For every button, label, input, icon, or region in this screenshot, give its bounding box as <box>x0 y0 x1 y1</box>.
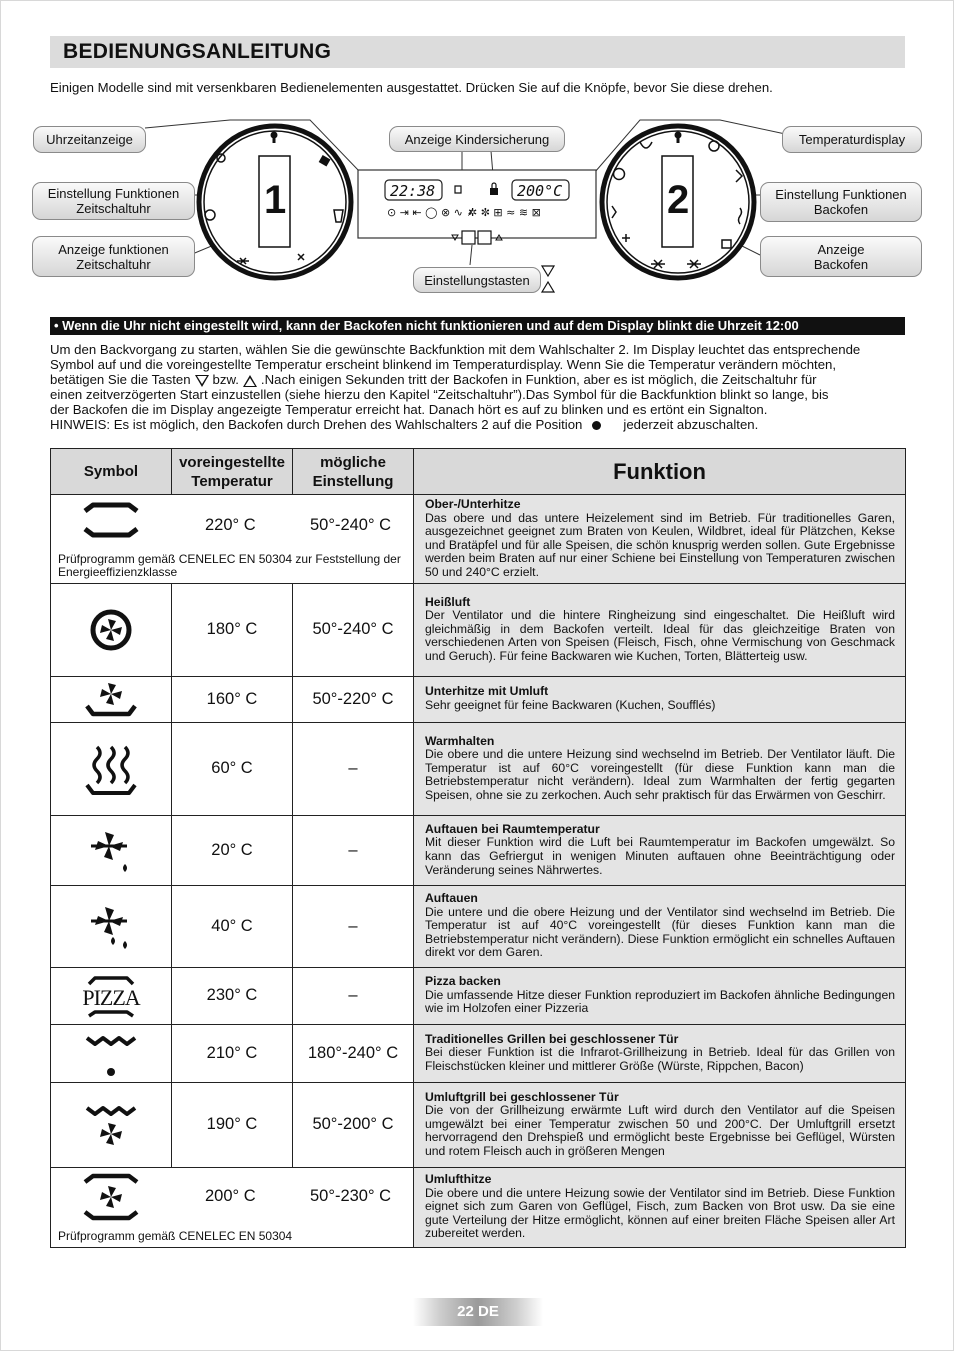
temperature-range: – <box>293 885 414 967</box>
function-title: Ober-/Unterhitze <box>425 497 521 511</box>
function-title: Umluftgrill bei geschlossener Tür <box>425 1089 619 1104</box>
temperature-range: – <box>293 722 414 815</box>
function-cell <box>414 722 906 815</box>
function-description: Bei dieser Funktion ist die Infrarot-Grillheizung in Betrieb. Ideal für das Grillen von Fleischstücken kleiner und mittlerer Größe (Würste, Rippchen, Bacon) <box>425 1045 895 1073</box>
paragraph-line: einen zeitverzögerten Start einzustellen (siehe hierzu den Kapitel “Zeitschaltuhr”).Das Symbol für die Backfunktion blinkt so lange, bis <box>50 387 829 403</box>
up-triangle-icon <box>243 375 257 387</box>
table-row <box>51 1082 906 1167</box>
symbol-cell <box>51 1167 414 1247</box>
keep-warm-icon <box>83 741 139 797</box>
preset-temperature: 210° C <box>172 1024 293 1082</box>
defrost-room-temp-icon <box>87 824 135 876</box>
function-description: Die untere und die obere Heizung und der Ventilator sind wechselnd im Betrieb. Die Temperatur ist auf 40°C voreingestellt (für dieses Funktion kann man die Betriebstemperatur nicht verändern). Diese Funktion ermöglicht ein schnelles Auftauen direkt vor dem Garen. <box>425 904 895 960</box>
header-function: Funktion <box>414 449 906 495</box>
instructions-paragraph <box>50 342 905 433</box>
display-icon-row-left: ⊙ ⇥ ⇤ ◯ ⊗ ∿ ⸙ <box>387 206 475 219</box>
function-title: Pizza backen <box>425 974 501 989</box>
defrost-icon <box>87 899 135 953</box>
test-program-note: Prüfprogramm gemäß CENELEC EN 50304 zur Feststellung der Energieeffizienzklasse <box>58 551 401 579</box>
header-range: mögliche Einstellung <box>293 449 414 495</box>
symbol-cell <box>51 676 172 722</box>
table-row <box>51 583 906 676</box>
header-symbol: Symbol <box>51 449 172 495</box>
table-row <box>51 885 906 967</box>
function-description: Die umfassende Hitze dieser Funktion reproduziert im Backofen ähnliche Bedingungen wie im Holzofen einer Pizzeria <box>425 987 895 1016</box>
label-einstellung-zeitschaltuhr: Einstellung Funktionen Zeitschaltuhr <box>32 182 195 220</box>
symbol-cell <box>51 815 172 885</box>
preset-temperature: 220° C <box>205 516 256 534</box>
function-cell <box>414 1024 906 1082</box>
symbol-cell <box>51 495 414 584</box>
function-description: Der Ventilator und die hintere Ringheizung sind eingeschaltet. Die Heißluft wird gleichmäßig in dem Backofen verteilt. Ideal für das gleichzeitige Braten von verschiedenen Arten von Speisen (Fleisch, Fisch, ohne Vermischung von Geschmack und Geruch). Für feine Backwaren wie Kuchen, Torten, Blätterteig usw. <box>425 608 895 663</box>
table-row <box>51 495 906 584</box>
page-number-badge <box>413 1298 543 1326</box>
paragraph-line: HINWEIS: Es ist möglich, den Backofen durch Drehen des Wahlschalters 2 auf die Position jederzeit abzuschalten. <box>50 417 759 433</box>
label-anzeige-backofen: Anzeige Backofen <box>760 236 922 277</box>
label-anzeige-kindersicherung: Anzeige Kindersicherung <box>389 126 565 152</box>
function-title: Unterhitze mit Umluft <box>425 684 549 699</box>
function-title: Traditionelles Grillen bei geschlossener Tür <box>425 1031 679 1046</box>
paragraph-line: Symbol auf und die voreingestellte Temperatur erscheint blinkend im Temperaturdisplay. Wenn Sie die Temperatur verändern möchten, <box>50 357 837 373</box>
function-cell <box>414 885 906 967</box>
grill-icon <box>83 1028 139 1078</box>
function-table <box>50 448 906 1248</box>
function-cell <box>414 495 906 584</box>
table-row <box>51 722 906 815</box>
table-row <box>51 815 906 885</box>
function-description: Mit dieser Funktion wird die Luft bei Raumtemperatur im Backofen umgewälzt. So kann das Gefriergut in wenigen Minuten auftauen ohne Beeinträchtigung oder Veränderung seines Nährwertes. <box>425 835 895 877</box>
display-time: 22:38 <box>390 182 436 200</box>
temperature-range: 50°-200° C <box>293 1082 414 1167</box>
hot-air-fan-icon <box>89 608 133 652</box>
title-bar <box>50 36 905 68</box>
symbol-cell <box>51 1082 172 1167</box>
temperature-range: 50°-230° C <box>310 1186 392 1205</box>
knob-2-number: 2 <box>667 178 690 222</box>
page-number: 22 DE <box>457 1303 499 1320</box>
function-cell <box>414 676 906 722</box>
preset-temperature: 230° C <box>172 967 293 1024</box>
table-row <box>51 967 906 1024</box>
down-triangle-icon <box>195 375 209 387</box>
knob-1-number: 1 <box>264 178 287 222</box>
page-title: BEDIENUNGSANLEITUNG <box>63 40 332 63</box>
warning-banner: • Wenn die Uhr nicht eingestellt wird, kann der Backofen nicht funktionieren und auf dem Display blinkt die Uhrzeit 12:00 <box>50 317 905 335</box>
button-down[interactable] <box>462 231 475 244</box>
preset-temperature: 160° C <box>172 676 293 722</box>
function-cell <box>414 1167 906 1247</box>
function-cell <box>414 583 906 676</box>
function-description: Die obere und die untere Heizung sowie der Ventilator sind im Betrieb. Diese Funktion eignet sich zum Garen von Geflügel, Fisch, zum Backen von Brot usw. Da sie eine gute Verteilung der Hitze ermöglicht, können auf einer breiten Fläche Speisen aller Art zubereitet werden. <box>425 1185 895 1241</box>
symbol-cell <box>51 885 172 967</box>
preset-temperature: 20° C <box>172 815 293 885</box>
fan-top-bottom-icon <box>81 1172 141 1224</box>
function-title: Auftauen <box>425 891 478 906</box>
label-temperaturdisplay: Temperaturdisplay <box>782 126 922 153</box>
temperature-range: 50°-220° C <box>293 676 414 722</box>
paragraph-line: Um den Backvorgang zu starten, wählen Sie die gewünschte Backfunktion mit dem Wahlschalter 2. Im Display leuchtet das entsprechende <box>50 342 861 357</box>
preset-temperature: 60° C <box>172 722 293 815</box>
table-row <box>51 676 906 722</box>
label-anzeige-zeitschaltuhr: Anzeige funktionen Zeitschaltuhr <box>32 236 195 277</box>
header-preset: voreingestellte Temperatur <box>172 449 293 495</box>
fan-grill-icon <box>83 1100 139 1150</box>
test-program-note: Prüfprogramm gemäß CENELEC EN 50304 <box>58 1228 293 1243</box>
symbol-cell <box>51 722 172 815</box>
bottom-heat-fan-icon <box>83 678 139 720</box>
top-bottom-heat-icon <box>81 499 141 547</box>
function-title: Auftauen bei Raumtemperatur <box>425 821 600 836</box>
function-cell <box>414 815 906 885</box>
symbol-cell <box>51 967 172 1024</box>
off-position-dot-icon <box>592 421 601 430</box>
symbol-cell <box>51 583 172 676</box>
paragraph-line: der Backofen die im Display angezeigte Temperatur erreicht hat. Danach hört es auf zu blinken und es ertönt ein Signalton. <box>50 402 768 418</box>
preset-temperature: 180° C <box>172 583 293 676</box>
function-title: Heißluft <box>425 594 471 609</box>
symbol-cell <box>51 1024 172 1082</box>
label-uhrzeitanzeige: Uhrzeitanzeige <box>33 126 146 153</box>
display-temperature: 200°C <box>517 182 563 200</box>
table-row <box>51 1167 906 1247</box>
function-description: Die obere und die untere Heizung sind wechselnd im Betrieb. Der Ventilator läuft. Die Temperatur ist auf 60°C voreingestellt (für diese Funktion kann man die Betriebstemperatur nicht verändern). Ideal zum Warmhalten der fertig gegarten Speisen, ohne sie zu zerkochen. Auch sehr praktisch für das Erwärmen von Geschirr. <box>425 747 895 802</box>
label-einstellung-backofen: Einstellung Funktionen Backofen <box>760 182 922 222</box>
button-up[interactable] <box>478 231 491 244</box>
paragraph-line: betätigen Sie die Tasten bzw. .Nach einigen Sekunden tritt der Backofen in Funktion, aber es ist möglich, die Zeitschaltuhr für <box>50 372 817 388</box>
pizza-icon: PIZZA <box>81 974 141 1018</box>
function-title: Warmhalten <box>425 733 495 748</box>
temperature-range: 50°-240° C <box>293 583 414 676</box>
control-panel-diagram <box>0 110 954 310</box>
intro-text: Einigen Modelle sind mit versenkbaren Bedienelementen ausgestattet. Drücken Sie auf die Knöpfe, bevor Sie diese drehen. <box>50 80 773 95</box>
function-description: Die von der Grillheizung erwärmte Luft wird durch den Ventilator auf die Speisen umgewälzt bei einer Temperatur zwischen 50 und 200°C. Der Umluftgrill ersetzt hervorragend den Drehspieß und ermöglicht beste Ergebnisse bei Geflügel, Würsten und rotem Fleisch auch in größeren Mengen <box>425 1103 895 1158</box>
temperature-range: 50°-240° C <box>310 516 392 534</box>
table-row <box>51 1024 906 1082</box>
function-title: Umlufthitze <box>425 1172 492 1187</box>
temperature-range: – <box>293 815 414 885</box>
function-cell <box>414 967 906 1024</box>
function-description: Das obere und das untere Heizelement sind im Betrieb. Für traditionelles Garen, ausgezeichnet geeignet zum Braten von Keulen, Wildbret, ideal für Plätzchen, Kekse und Bratäpfel und für alle Speisen, die schön knusprig werden sollen. Gute Ergebnisse werden beim Braten auf nur einer Schiene bei Einstellung von Temperaturen zwischen 50 und 240°C erzielt. <box>425 510 895 579</box>
display-icon-row-right: ✲ ✼ ⊞ ≈ ≋ ⊠ <box>468 206 541 219</box>
preset-temperature: 200° C <box>205 1186 256 1205</box>
label-einstellungstasten: Einstellungstasten <box>413 267 541 293</box>
temperature-range: – <box>293 967 414 1024</box>
function-cell <box>414 1082 906 1167</box>
function-description: Sehr geeignet für feine Backwaren (Kuchen, Soufflés) <box>425 698 716 713</box>
preset-temperature: 40° C <box>172 885 293 967</box>
preset-temperature: 190° C <box>172 1082 293 1167</box>
temperature-range: 180°-240° C <box>293 1024 414 1082</box>
